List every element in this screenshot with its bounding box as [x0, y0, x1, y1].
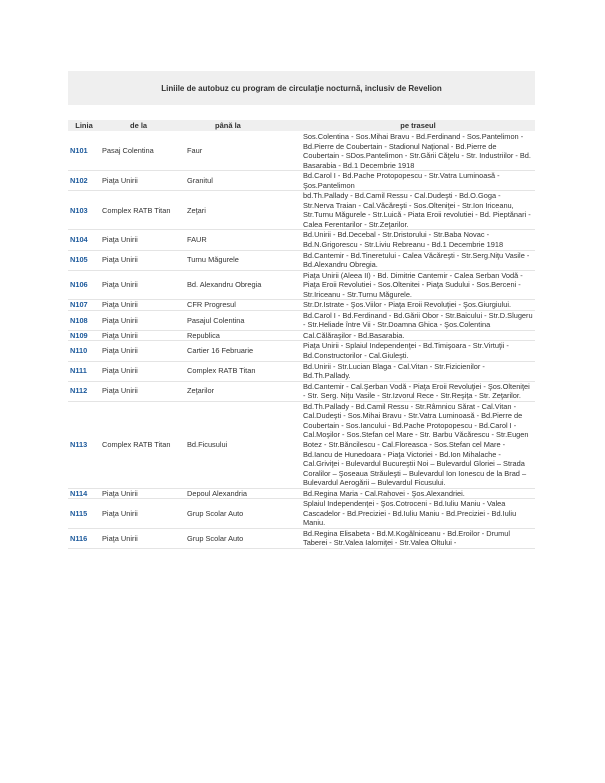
line-route: Sos.Colentina - Sos.Mihai Bravu - Bd.Ferdinand - Sos.Pantelimon - Bd.Pierre de Coubertain - Stadionul Naţional - Bd.Pierre de Coubertain - SDos.Pantelimon - Str.Gării Căţelu - Str. Industriilor - Bd. Basarabia - Bd.1 Decembrie 1918 [301, 132, 535, 171]
line-route: Bd.Regina Elisabeta - Bd.M.Kogălniceanu - Bd.Eroilor - Drumul Taberei - Str.Valea Ialomiţei - Str.Valea Oltului - [301, 528, 535, 548]
line-from: Complex RATB Titan [100, 401, 185, 488]
table-row [68, 341, 535, 361]
line-from: Complex RATB Titan [100, 191, 185, 230]
line-to: CFR Progresul [185, 300, 301, 311]
header-to: până la [185, 120, 301, 132]
line-route: Bd.Cantemir - Bd.Tineretului - Calea Văcăreşti - Str.Serg.Niţu Vasile - Bd.Alexandru Obregia. [301, 250, 535, 270]
table-row [68, 381, 535, 401]
line-number: N102 [68, 171, 100, 191]
table-row [68, 330, 535, 341]
line-route: Bd.Carol I - Bd.Pache Protopopescu - Str.Vatra Luminoasă - Şos.Pantelimon [301, 171, 535, 191]
line-number: N101 [68, 132, 100, 171]
table-row [68, 270, 535, 300]
line-from: Piaţa Unirii [100, 528, 185, 548]
line-from: Piaţa Unirii [100, 488, 185, 499]
line-number: N116 [68, 528, 100, 548]
line-to: Grup Scolar Auto [185, 528, 301, 548]
table-row [68, 488, 535, 499]
line-to: Cartier 16 Februarie [185, 341, 301, 361]
line-to: FAUR [185, 230, 301, 250]
line-from: Piaţa Unirii [100, 250, 185, 270]
line-from: Piaţa Unirii [100, 341, 185, 361]
line-route: bd.Th.Pallady - Bd.Camil Ressu - Cal.Dudeşti - Bd.O.Goga - Str.Nerva Traian - Cal.Văcăreşti - Sos.Olteniţei - Str.Ion Iriceanu, Str.Turnu Măgurele - Str.Luică - Piata Eroii revolutiei - Bd. Pieptănari - Calea Ferentarilor - Str.Zeţarilor. [301, 191, 535, 230]
table-row [68, 250, 535, 270]
line-to: Faur [185, 132, 301, 171]
line-from: Piaţa Unirii [100, 270, 185, 300]
line-from: Piaţa Unirii [100, 499, 185, 529]
line-route: Piaţa Unirii (Aleea II) - Bd. Dimitrie Cantemir - Calea Serban Vodă - Piaţa Eroii Revolutiei - Sos.Oltenitei - Piaţa Sudului - Sos.Berceni - Str.Iriceanu - Str.Turnu Măgurele. [301, 270, 535, 300]
line-route: Bd.Th.Pallady - Bd.Camil Ressu - Str.Râmnicu Sărat - Cal.Vitan - Cal.Dudeşti - Sos.Mihai Bravu - Str.Vatra Luminoasă - Bd.Pierre de Coubertain - Sos.Iancului - Bd.Pache Protopopescu - Bd.Carol I - Cal.Moşilor - Sos.Stefan cel Mare - Str. Barbu Văcărescu - Str.Eugen Botez - Str.Băncilescu - Cal.Floreasca - Sos.Stefan cel Mare - Bd.Iancu de Hunedoara - Piaţa Victoriei - Bd.Ion Mihalache - Cal.Griviţei - Bulevardul Bucureştii Noi – Bulevardul Gloriei – Strada Coralilor – Şoseaua Străuleşti – Bulevardul Ion Ionescu de la Brad – Bulevardul Aerogării – Bulevardul Ficusului. [301, 401, 535, 488]
line-to: Turnu Măgurele [185, 250, 301, 270]
line-from: Piaţa Unirii [100, 361, 185, 381]
page-title: Liniile de autobuz cu program de circulaţie nocturnă, inclusiv de Revelion [161, 84, 442, 93]
line-to: Pasajul Colentina [185, 310, 301, 330]
line-number: N113 [68, 401, 100, 488]
line-from: Piaţa Unirii [100, 171, 185, 191]
line-number: N115 [68, 499, 100, 529]
line-route: Bd.Carol I - Bd.Ferdinand - Bd.Gării Obor - Str.Baicului - Str.D.Slugeru - Str.Heliade între Vii - Str.Doamna Ghica - Şos.Colentina [301, 310, 535, 330]
line-from: Pasaj Colentina [100, 132, 185, 171]
line-route: Bd.Cantemir - Cal.Şerban Vodă - Piaţa Eroii Revoluţiei - Şos.Olteniţei - Str. Serg. Niţu Vasile - Str.Izvorul Rece - Str.Reşiţa - Str. Zeţarilor. [301, 381, 535, 401]
table-row [68, 499, 535, 529]
line-number: N109 [68, 330, 100, 341]
line-number: N110 [68, 341, 100, 361]
line-number: N106 [68, 270, 100, 300]
line-route: Bd.Regina Maria - Cal.Rahovei - Şos.Alexandriei. [301, 488, 535, 499]
line-route: Piaţa Unirii - Splaiul Independenţei - Bd.Timişoara - Str.Virtuţii - Bd.Constructorilor - Cal.Giuleşti. [301, 341, 535, 361]
table-row [68, 191, 535, 230]
line-number: N103 [68, 191, 100, 230]
line-from: Piaţa Unirii [100, 230, 185, 250]
line-route: Bd.Unirii - Str.Lucian Blaga - Cal.Vitan - Str.Fizicienilor - Bd.Th.Pallady. [301, 361, 535, 381]
line-to: Depoul Alexandria [185, 488, 301, 499]
line-to: Bd.Ficusului [185, 401, 301, 488]
line-to: Zeţari [185, 191, 301, 230]
bus-lines-table [68, 120, 535, 549]
table-row [68, 528, 535, 548]
line-to: Republica [185, 330, 301, 341]
table-row [68, 401, 535, 488]
line-route: Str.Dr.Istrate - Şos.Viilor - Piaţa Eroii Revoluţiei - Şos.Giurgiului. [301, 300, 535, 311]
line-from: Piaţa Unirii [100, 381, 185, 401]
line-number: N104 [68, 230, 100, 250]
line-route: Splaiul Independenţei - Şos.Cotroceni - Bd.Iuliu Maniu - Valea Cascadelor - Bd.Preciziei - Bd.Iuliu Maniu - Bd.Preciziei - Bd.Iuliu Maniu. [301, 499, 535, 529]
line-number: N108 [68, 310, 100, 330]
header-from: de la [100, 120, 185, 132]
line-from: Piaţa Unirii [100, 300, 185, 311]
table-row [68, 230, 535, 250]
line-number: N105 [68, 250, 100, 270]
line-from: Piaţa Unirii [100, 330, 185, 341]
line-route: Bd.Unirii - Bd.Decebal - Str.Dristorului - Str.Baba Novac - Bd.N.Grigorescu - Str.Liviu Rebreanu - Bd.1 Decembrie 1918 [301, 230, 535, 250]
title-bar [68, 71, 535, 105]
table-row [68, 361, 535, 381]
line-to: Zeţarilor [185, 381, 301, 401]
line-number: N107 [68, 300, 100, 311]
table-row [68, 132, 535, 171]
table-header-row [68, 120, 535, 132]
header-route: pe traseul [301, 120, 535, 132]
line-to: Grup Scolar Auto [185, 499, 301, 529]
table-row [68, 300, 535, 311]
line-number: N111 [68, 361, 100, 381]
line-to: Complex RATB Titan [185, 361, 301, 381]
table-row [68, 310, 535, 330]
line-to: Bd. Alexandru Obregia [185, 270, 301, 300]
line-number: N112 [68, 381, 100, 401]
table-row [68, 171, 535, 191]
line-route: Cal.Călăraşilor - Bd.Basarabia. [301, 330, 535, 341]
line-number: N114 [68, 488, 100, 499]
line-from: Piaţa Unirii [100, 310, 185, 330]
header-line: Linia [68, 120, 100, 132]
line-to: Granitul [185, 171, 301, 191]
